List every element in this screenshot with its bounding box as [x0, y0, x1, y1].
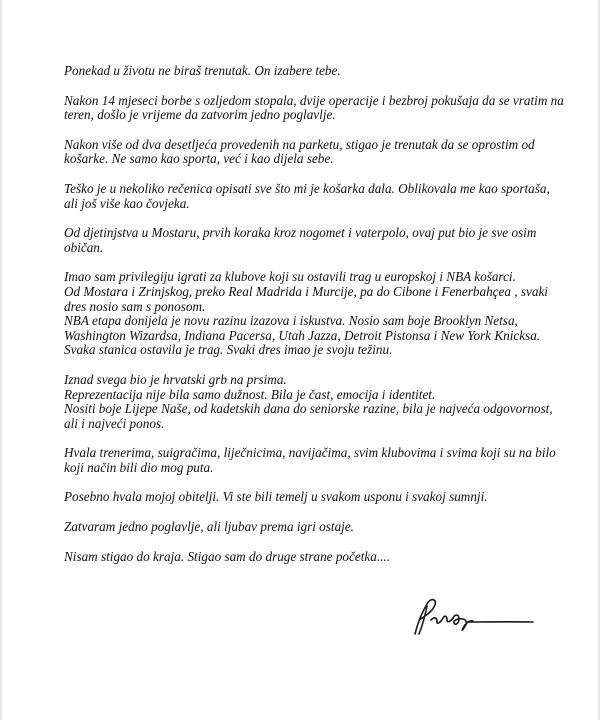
- letter-line: Zatvaram jedno poglavlje, ali ljubav prema igri ostaje.: [64, 519, 354, 535]
- letter-line: Imao sam privilegiju igrati za klubove koji su ostavili trag u europskoj i NBA košarci.: [64, 269, 516, 285]
- letter-line: Hvala trenerima, suigračima, liječnicima, navijačima, svim klubovima i svima koji su na bilo: [64, 445, 556, 461]
- letter-line: običan.: [64, 239, 104, 255]
- letter-line: Nakon 14 mjeseci borbe s ozljedom stopala, dvije operacije i bezbroj pokušaja da se vratim na: [64, 92, 564, 108]
- letter-paragraph: [64, 138, 574, 167]
- letter-line: ali i najveći ponos.: [64, 415, 165, 431]
- letter-line: Od Mostara i Zrinjskog, preko Real Madrida i Murcije, pa do Cibone i Fenerbahçea , svaki: [64, 283, 548, 299]
- letter-line: dres nosio sam s ponosom.: [64, 298, 206, 314]
- letter-paragraph: [64, 446, 574, 475]
- handwritten-signature: [407, 592, 537, 640]
- letter-paragraph: [64, 490, 574, 505]
- letter-line: ali još više kao čovjeka.: [64, 195, 190, 211]
- letter-line: Posebno hvala mojoj obitelji. Vi ste bili temelj u svakom usponu i svakoj sumnji.: [64, 489, 488, 505]
- letter-paragraph: [64, 270, 574, 358]
- letter-paragraph: [64, 373, 574, 431]
- letter-line: Washington Wizardsa, Indiana Pacersa, Utah Jazza, Detroit Pistonsa i New York Knicksa.: [64, 327, 541, 343]
- letter-line: NBA etapa donijela je novu razinu izazova i iskustva. Nosio sam boje Brooklyn Netsa,: [64, 313, 518, 329]
- letter-paragraph: [64, 94, 574, 123]
- letter-line: Nakon više od dva desetljeća provedenih na parketu, stigao je trenutak da se oprostim od: [64, 136, 535, 152]
- letter-line: teren, došlo je vrijeme da zatvorim jedno poglavlje.: [64, 107, 336, 123]
- letter-paragraph: [64, 520, 574, 535]
- letter-line: košarke. Ne samo kao sporta, već i kao dijela sebe.: [64, 151, 334, 167]
- letter-line: Iznad svega bio je hrvatski grb na prsima.: [64, 371, 287, 387]
- letter-line: Reprezentacija nije bila samo dužnost. Bila je čast, emocija i identitet.: [64, 386, 436, 402]
- letter-line: Nositi boje Lijepe Naše, od kadetskih dana do seniorske razine, bila je najveća odgovornost,: [64, 401, 553, 417]
- letter-paragraph: [64, 64, 574, 79]
- letter-body: [64, 64, 574, 579]
- letter-line: Svaka stanica ostavila je trag. Svaki dres imao je svoju težinu.: [64, 342, 393, 358]
- letter-line: Teško je u nekoliko rečenica opisati sve što mi je košarka dala. Oblikovala me kao sportaša,: [64, 180, 550, 196]
- letter-paragraph: [64, 550, 574, 565]
- letter-line: koji način bili dio mog puta.: [64, 459, 214, 475]
- letter-line: Nisam stigao do kraja. Stigao sam do druge strane početka....: [64, 548, 391, 564]
- letter-paragraph: [64, 226, 574, 255]
- letter-paragraph: [64, 182, 574, 211]
- letter-line: Ponekad u životu ne biraš trenutak. On izabere tebe.: [64, 63, 341, 78]
- letter-line: Od djetinjstva u Mostaru, prvih koraka kroz nogomet i vaterpolo, ovaj put bio je sve osim: [64, 225, 537, 241]
